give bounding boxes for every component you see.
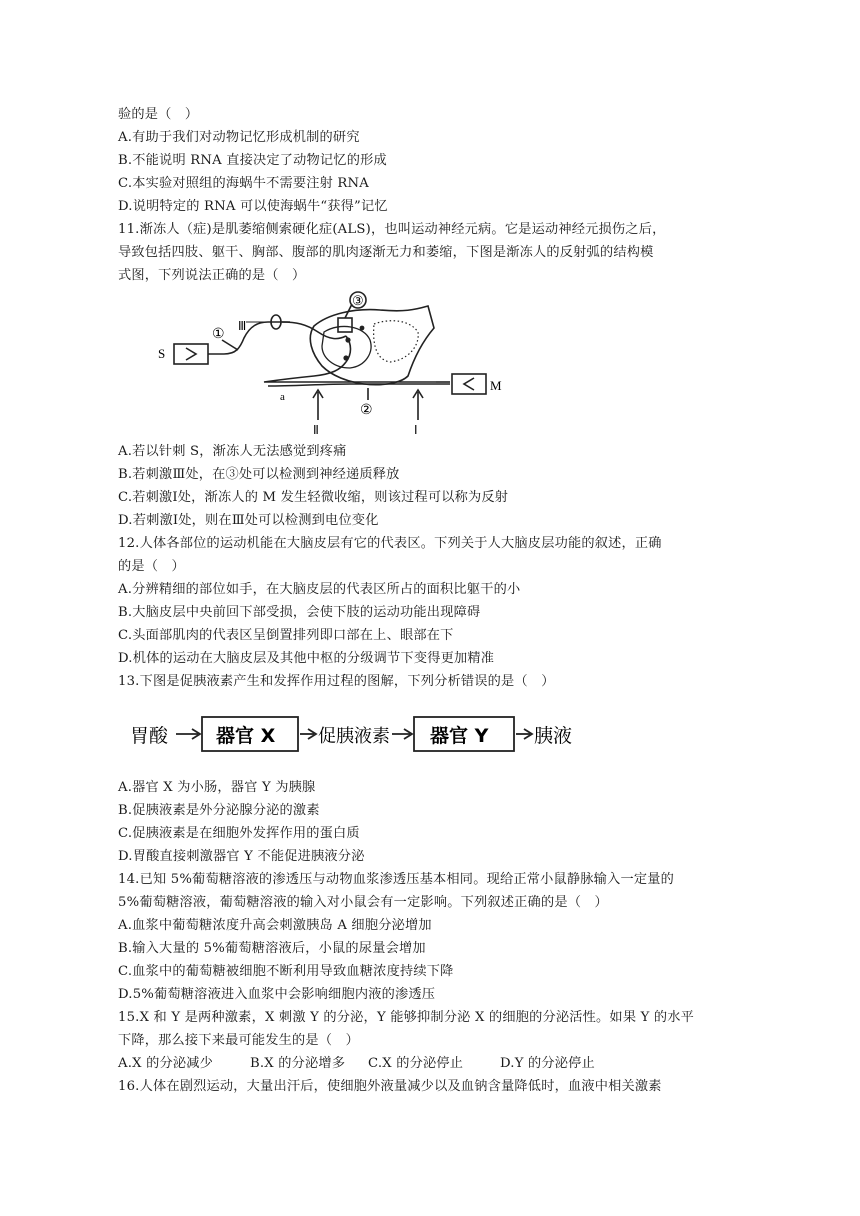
q11-option-b: B.若刺激Ⅲ处，在③处可以检测到神经递质释放	[118, 467, 400, 482]
q14-stem-line1: 14.已知 5%葡萄糖溶液的渗透压与动物血浆渗透压基本相同。现给正常小鼠静脉输入一定量的	[118, 872, 675, 887]
q11-stem-line1: 11.渐冻人（症)是肌萎缩侧索硬化症(ALS)，也叫运动神经元病。它是运动神经元损伤之后，	[118, 222, 666, 237]
q14-option-c: C.血浆中的葡萄糖被细胞不断利用导致血糖浓度持续下降	[118, 964, 454, 979]
q10-option-a: A.有助于我们对动物记忆形成机制的研究	[118, 130, 360, 145]
flow-secretin: 促胰液素	[318, 726, 390, 747]
q15-stem-line1: 15.X 和 Y 是两种激素，X 刺激 Y 的分泌，Y 能够抑制分泌 X 的细胞的分泌活性。如果 Y 的水平	[118, 1010, 695, 1025]
q12-option-a: A.分辨精细的部位如手，在大脑皮层的代表区所占的面积比躯干的小	[118, 582, 521, 597]
q13-option-c: C.促胰液素是在细胞外发挥作用的蛋白质	[118, 826, 360, 841]
q15-option-b: B.X 的分泌增多	[250, 1056, 346, 1071]
q14-option-b: B.输入大量的 5%葡萄糖溶液后，小鼠的尿量会增加	[118, 941, 426, 956]
q15-stem-line2: 下降，那么接下来最可能发生的是（ ）	[118, 1033, 359, 1048]
label-1: ①	[212, 326, 225, 342]
q14-stem-line2: 5%葡萄糖溶液，葡萄糖溶液的输入对小鼠会有一定影响。下列叙述正确的是（ ）	[118, 895, 608, 910]
q14-option-d: D.5%葡萄糖溶液进入血浆中会影响细胞内液的渗透压	[118, 987, 436, 1002]
q10-stem-tail: 验的是（ ）	[118, 107, 199, 122]
q12-option-d: D.机体的运动在大脑皮层及其他中枢的分级调节下变得更加精准	[118, 651, 495, 666]
q11-stem-line3: 式图，下列说法正确的是（ ）	[118, 268, 306, 283]
q15-options	[118, 1053, 595, 1075]
q12-option-c: C.头面部肌肉的代表区呈倒置排列即口部在上、眼部在下	[118, 628, 454, 643]
label-s: S	[158, 346, 166, 361]
q13-option-d: D.胃酸直接刺激器官 Y 不能促进胰液分泌	[118, 849, 365, 864]
secretin-flow-diagram	[118, 712, 588, 758]
q11-option-a: A.若以针刺 S，渐冻人无法感觉到疼痛	[118, 444, 347, 459]
q14-option-a: A.血浆中葡萄糖浓度升高会刺激胰岛 A 细胞分泌增加	[118, 918, 432, 933]
q13-stem: 13.下图是促胰液素产生和发挥作用过程的图解，下列分析错误的是（ ）	[118, 674, 555, 689]
q15-option-c: C.X 的分泌停止	[368, 1056, 464, 1071]
label-iii: Ⅲ	[238, 319, 247, 333]
label-i: Ⅰ	[414, 423, 418, 437]
flow-end-pancreatic-juice: 胰液	[534, 725, 573, 747]
q15-option-d: D.Y 的分泌停止	[500, 1056, 595, 1071]
q10-option-c: C.本实验对照组的海蜗牛不需要注射 RNA	[118, 176, 370, 191]
q16-stem-line1: 16.人体在剧烈运动，大量出汗后，使细胞外液量减少以及血钠含量降低时，血液中相关激素	[118, 1079, 662, 1094]
q11-option-c: C.若刺激Ⅰ处，渐冻人的 M 发生轻微收缩，则该过程可以称为反射	[118, 490, 509, 505]
label-3: ③	[352, 294, 364, 309]
flow-start-gastric-acid: 胃酸	[130, 725, 169, 747]
flow-organ-x: 器官 X	[216, 725, 276, 747]
q13-option-b: B.促胰液素是外分泌腺分泌的激素	[118, 803, 320, 818]
q13-option-a: A.器官 X 为小肠，器官 Y 为胰腺	[118, 780, 316, 795]
q12-stem-line2: 的是（ ）	[118, 559, 185, 574]
label-m: M	[490, 378, 502, 393]
q12-option-b: B.大脑皮层中央前回下部受损，会使下肢的运动功能出现障碍	[118, 605, 481, 620]
flow-organ-y: 器官 Y	[430, 725, 489, 747]
q10-option-b: B.不能说明 RNA 直接决定了动物记忆的形成	[118, 153, 387, 168]
q10-option-d: D.说明特定的 RNA 可以使海蜗牛“获得”记忆	[118, 199, 388, 214]
reflex-arc-diagram	[118, 288, 518, 438]
label-2: ②	[360, 402, 373, 418]
q15-option-a: A.X 的分泌减少	[118, 1056, 214, 1071]
label-ii: Ⅱ	[313, 423, 319, 437]
label-a: a	[280, 391, 285, 403]
q12-stem-line1: 12.人体各部位的运动机能在大脑皮层有它的代表区。下列关于人大脑皮层功能的叙述，正确	[118, 536, 662, 551]
q11-option-d: D.若刺激Ⅰ处，则在Ⅲ处可以检测到电位变化	[118, 513, 379, 528]
q11-stem-line2: 导致包括四肢、躯干、胸部、腹部的肌肉逐渐无力和萎缩，下图是渐冻人的反射弧的结构模	[118, 245, 654, 260]
